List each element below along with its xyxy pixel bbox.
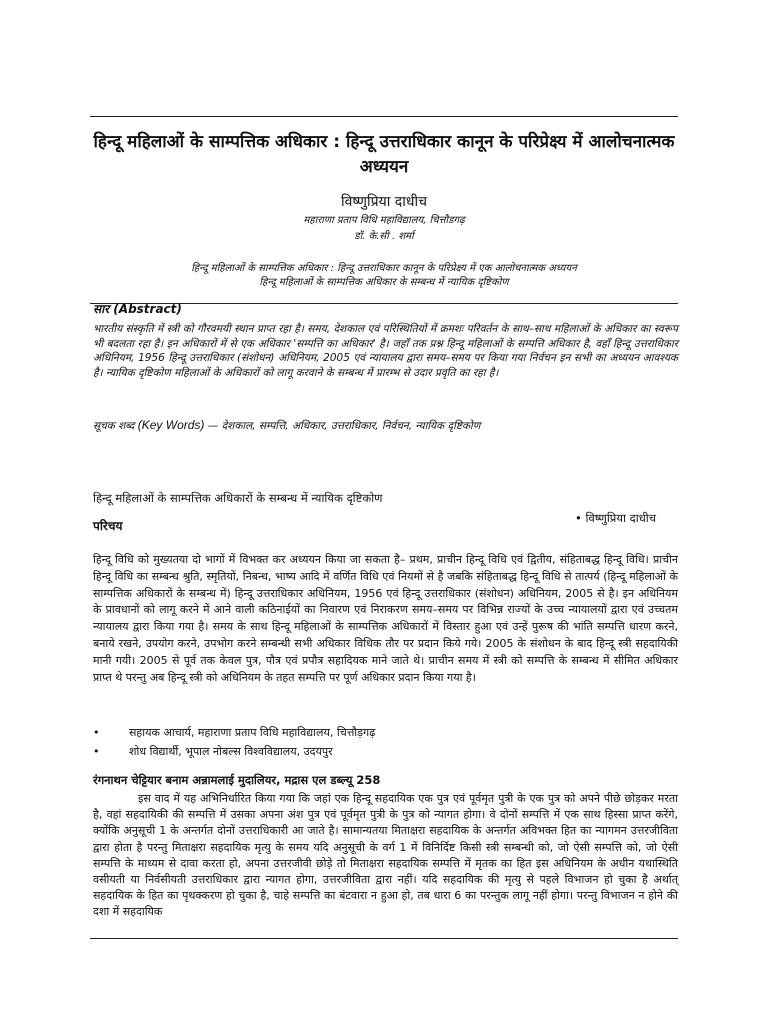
footnote-2-text: शोध विद्यार्थी, भूपाल नोबल्स विश्वविद्यालय, उदयपुर bbox=[129, 745, 333, 758]
intro-paragraph: हिन्दू विधि को मुख्यतया दो भागों में विभक्त कर अध्ययन किया जा सकता है– प्रथम, प्राचीन हिन्दू विधि एवं द्वितीय, संहिताबद्ध हिन्दू विधि। प्राचीन हिन्दू विधि का सम्बन्ध श्रुति, स्मृतियों, निबन्ध, भाष्य आदि में वर्णित विधि एवं नियमों से है जबकि संहिताबद्ध हिन्दू विधि से तात्पर्य (हिन्दू महिलाओं के साम्पत्तिक अधिकारों के सम्बन्ध में) हिन्दू उत्तराधिकार अधिनियम, 1956 एवं हिन्दू उत्तराधिकार (संशोधन) अधिनियम, 2005 से है। इन अधिनियम के प्रावधानों को लागू करने में आने वाली कठिनाईयों का निवारण एवं निराकरण समय–समय पर विभिन्न राज्यों के उच्च न्यायालयों द्वारा एवं उच्चतम न्यायालय द्वारा किया गया है। समय के साथ हिन्दू महिलाओं के साम्पत्तिक अधिकारों में विस्तार हुआ एवं उन्हें पुरूष की भांति सम्पत्ति धारण करने, बनाये रखने, उपयोग करने, उपभोग करने सम्बन्धी सभी अधिकार विधिक तौर पर प्रदान किये गये। 2005 के संशोधन के बाद हिन्दू स्त्री सहदायिकी मानी गयी। 2005 से पूर्व तक केवल पुत्र, पौत्र एवं प्रपौत्र सहादियक माने जाते थे। प्राचीन समय में स्त्री को सम्पत्ति के सम्बन्ध में सीमित अधिकार प्राप्त थे परन्तु अब हिन्दू स्त्री को अधिनियम के तहत सम्पत्ति पर पूर्ण अधिकार प्रदान किया गया है। bbox=[93, 553, 678, 684]
abstract-heading: सार (Abstract) bbox=[93, 302, 182, 316]
affiliation-guide: डॉ. के.सी . शर्मा bbox=[354, 231, 414, 242]
keywords-label-en: (Key Words) bbox=[137, 418, 205, 432]
footnote-1 bbox=[93, 725, 375, 740]
bullet-icon: • bbox=[93, 745, 100, 758]
keywords-label-hi: सूचक शब्द bbox=[93, 420, 135, 432]
bullet-icon: • bbox=[93, 726, 100, 739]
bottom-rule bbox=[90, 938, 678, 939]
author-name: विष्णुप्रिया दाधीच bbox=[340, 194, 427, 210]
running-title-1: हिन्दू महिलाओं के साम्पत्तिक अधिकार : हिन्दू उत्तराधिकार कानून के परिप्रेक्ष्य में एक आलोचनात्मक अध्ययन bbox=[191, 263, 577, 274]
keywords-list: — देशकाल, सम्पत्ति, अधिकार, उत्तराधिकार, निर्वचन, न्यायिक दृष्टिकोण bbox=[207, 420, 481, 432]
paper-title: हिन्दू महिलाओं के साम्पत्तिक अधिकार : हिन्दू उत्तराधिकार कानून के परिप्रेक्ष्य में आलोचनात्मक अध्ययन bbox=[93, 132, 675, 177]
running-title-2: हिन्दू महिलाओं के साम्पत्तिक अधिकार के सम्बन्ध में न्यायिक दृष्टिकोण bbox=[259, 277, 509, 288]
top-rule bbox=[90, 116, 678, 117]
case-paragraph: इस वाद में यह अभिनिर्धारित किया गया कि जहां एक हिन्दू सहदायिक एक पुत्र एवं पूर्वमृत पुत्री के एक पुत्र को अपने पीछे छोड़कर मरता है, वहां सहदायिकी की सम्पत्ति में उसका अपना अंश पुत्र एवं पूर्वमृत पुत्री के पुत्र को न्यागत होगा। वे दोनों सम्पत्ति में एक साथ हिस्सा प्राप्त करेंगे, क्योंकि अनुसूची 1 के अन्तर्गत दोनों उत्तराधिकारी आ जाते है। सामान्यतया मिताक्षरा सहदायिक के अन्तर्गत अविभक्त हित का न्यागमन उत्तरजीविता द्वारा होता है परन्तु मिताक्षरा सहदायिक मृत्यु के समय यदि अनुसूची के वर्ग 1 में विनिर्दिष्ट किसी स्त्री सम्बन्धी को, जो ऐसी सम्पत्ति को, जो ऐसी सम्पत्ति के माध्यम से दावा करता हो, अपना उत्तरजीवी छोड़े तो मिताक्षरा सहदायिक सम्पत्ति में मृतक का हित इस अधिनियम के अधीन यथास्थिति वसीयती या निर्वसीयती उत्तराधिकार द्वारा न्यागत होगा, उत्तरजीविता द्वारा नहीं। यदि सहदायिक की मृत्यु से पहले विभाजन हो चुका है अर्थात् सहदायिक के हित का पृथक्करण हो चुका है, चाहे सम्पत्ति का बंटवारा न हुआ हो, तब धारा 6 का परन्तुक लागू नहीं होगा। परन्तु विभाजन न होने की दशा में सहदायिक bbox=[93, 792, 678, 919]
footnote-1-text: सहायक आचार्य, महाराणा प्रताप विधि महाविद्यालय, चित्तौड़गढ़ bbox=[129, 726, 376, 739]
author-bullet: • विष्णुप्रिया दाधीच bbox=[575, 511, 657, 525]
affiliation-college: महाराणा प्रताप विधि महाविद्यालय, चित्तौडगढ़ bbox=[303, 215, 465, 226]
footnote-2 bbox=[93, 744, 333, 759]
section-heading: परिचय bbox=[93, 519, 123, 533]
section-title-line: हिन्दू महिलाओं के साम्पत्तिक अधिकारों के सम्बन्ध में न्यायिक दृष्टिकोण bbox=[93, 491, 383, 505]
keywords-line bbox=[93, 418, 678, 433]
case-heading: रंगनाथन चेट्टियार बनाम अन्नामलाई मुदालियर, मद्रास एल डब्ल्यू 258 bbox=[93, 773, 381, 787]
abstract-text: भारतीय संस्कृति में स्त्री को गौरवमयी स्थान प्राप्त रहा है। समय, देशकाल एवं परिस्थितियों में क्रमशः परिवर्तन के साथ–साथ महिलाओं के अधिकार का स्वरूप भी बदलता रहा है। इन अधिकारों में से एक अधिकार 'सम्पत्ति का अधिकार' है। जहाँ तक प्रश्न हिन्दू महिलाओं के सम्पत्ति अधिकार है, वहाँ हिन्दू उत्तराधिकार अधिनियम, 1956 हिन्दू उत्तराधिकार (संशोधन) अधिनियम, 2005 एवं न्यायालय द्वारा समय–समय पर किया गया निर्वचन इन सभी का अध्ययन आवश्यक है। न्यायिक दृष्टिकोण महिलाओं के अधिकारों को लागू करवाने के सम्बन्ध में प्रारम्भ से उदार प्रवृति का रहा है। bbox=[93, 323, 678, 379]
